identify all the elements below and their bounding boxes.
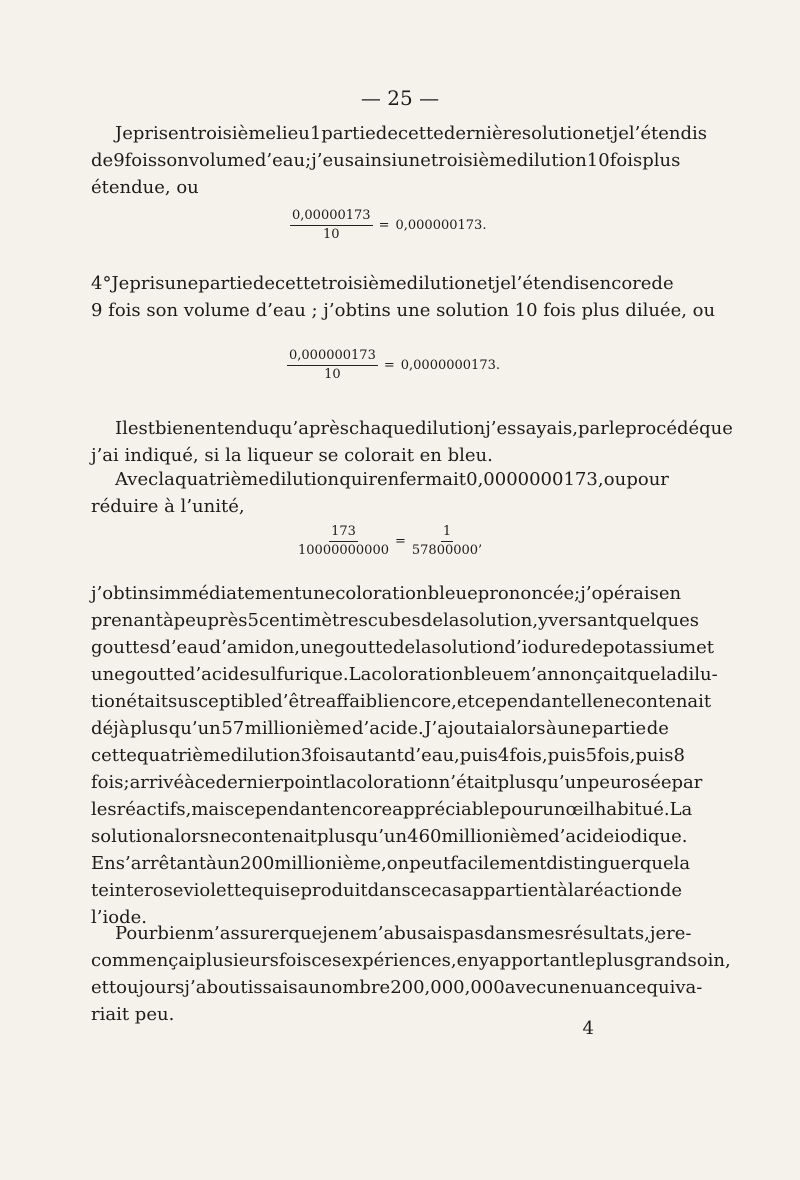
- word: déjà: [91, 718, 130, 739]
- word: va-: [675, 977, 703, 998]
- word: peu: [587, 772, 622, 793]
- word: coloration: [335, 583, 428, 604]
- word: à: [557, 880, 568, 901]
- word: que: [288, 923, 323, 944]
- paragraph-5: [91, 580, 718, 931]
- word: grand: [633, 950, 688, 971]
- word: Je: [115, 123, 133, 144]
- word: dilution: [230, 745, 301, 766]
- paragraph-1: [91, 120, 707, 201]
- fraction-numerator: 0,000000173: [287, 348, 378, 366]
- word: partie: [321, 123, 376, 144]
- word: iodique.: [614, 826, 688, 847]
- word: pour: [626, 469, 669, 490]
- word: cas: [431, 880, 462, 901]
- word: réaction: [584, 880, 660, 901]
- word: cependant: [234, 799, 330, 820]
- text-line: 9 fois son volume d’eau ; j’obtins une solution 10 fois plus diluée, ou: [91, 300, 716, 321]
- word: millionième: [441, 826, 549, 847]
- word: en: [168, 123, 191, 144]
- word: ;: [305, 150, 312, 171]
- word: 1: [309, 123, 322, 144]
- word: n’était: [438, 772, 498, 793]
- word: puis: [635, 745, 674, 766]
- word: 5: [585, 745, 598, 766]
- paragraph-3: [91, 415, 733, 469]
- text-line: [91, 661, 718, 688]
- word: lieu: [276, 123, 310, 144]
- word: Je: [111, 273, 130, 294]
- word: 0,0000000173,: [466, 469, 604, 490]
- word: les: [91, 799, 117, 820]
- word: au: [297, 977, 320, 998]
- word: s’arrêtant: [115, 853, 207, 874]
- word: cette: [397, 123, 444, 144]
- text-line: [91, 742, 685, 769]
- word: mes: [526, 923, 564, 944]
- word: nuance: [580, 977, 647, 998]
- word: goutte: [124, 664, 184, 685]
- word: cette: [275, 273, 321, 294]
- word: qui: [251, 880, 281, 901]
- word: plusieurs: [194, 950, 279, 971]
- word: encore: [329, 799, 393, 820]
- word: encore: [589, 273, 652, 294]
- word: mais: [191, 799, 235, 820]
- word: résultats,: [563, 923, 650, 944]
- text-line: [91, 823, 688, 850]
- word: quatrième: [175, 469, 269, 490]
- word: une: [397, 150, 431, 171]
- word: que: [639, 853, 674, 874]
- word: je: [612, 123, 629, 144]
- word: plus: [130, 718, 169, 739]
- word: de: [375, 123, 398, 144]
- fraction: [412, 524, 482, 559]
- text-line: l’iode.: [91, 907, 147, 928]
- word: d’eau,: [403, 745, 460, 766]
- word: chaque: [348, 418, 416, 439]
- word: 200,000,000: [390, 977, 505, 998]
- word: commençai: [91, 950, 195, 971]
- word: et: [476, 273, 495, 294]
- word: se: [280, 880, 301, 901]
- word: ces: [311, 950, 342, 971]
- word: j’aboutissais: [184, 977, 298, 998]
- word: 8: [673, 745, 685, 766]
- word: immédiatement: [158, 583, 302, 604]
- word: à: [162, 610, 174, 631]
- text-line: [91, 769, 703, 796]
- word: peut: [409, 853, 451, 874]
- word: fois: [91, 772, 124, 793]
- word: toujours: [108, 977, 185, 998]
- word: alors: [500, 718, 546, 739]
- word: solution,: [459, 610, 539, 631]
- word: œil: [565, 799, 595, 820]
- word: pris: [132, 123, 168, 144]
- word: bien: [157, 923, 197, 944]
- word: pas: [452, 923, 484, 944]
- word: une: [301, 583, 336, 604]
- word: troisième: [430, 150, 517, 171]
- word: d’eau: [159, 637, 210, 658]
- word: et: [594, 123, 613, 144]
- word: 5: [247, 610, 259, 631]
- word: J’ajoutai: [424, 718, 500, 739]
- text-line: [91, 688, 712, 715]
- word: que: [626, 664, 661, 685]
- word: prenant: [91, 610, 163, 631]
- word: j’obtins: [91, 583, 159, 604]
- word: je: [322, 923, 339, 944]
- word: m’annonçait: [513, 664, 627, 685]
- word: peu: [173, 610, 208, 631]
- text-line: [91, 877, 683, 904]
- word: contenait: [625, 691, 712, 712]
- text-line: [91, 850, 691, 877]
- word: ne: [603, 691, 626, 712]
- word: on: [386, 853, 410, 874]
- word: solution: [431, 637, 505, 658]
- word: d’iodure: [504, 637, 581, 658]
- word: produit: [300, 880, 368, 901]
- word: de: [252, 273, 275, 294]
- word: dans: [483, 923, 527, 944]
- word: m’abusais: [360, 923, 453, 944]
- word: ce: [194, 772, 216, 793]
- word: y: [538, 610, 549, 631]
- page-number: — 25 —: [360, 86, 440, 110]
- word: fois: [124, 150, 158, 171]
- word: centimètres: [258, 610, 368, 631]
- word: et: [456, 691, 475, 712]
- word: rosée: [621, 772, 672, 793]
- text-line: [91, 974, 703, 1001]
- word: point: [282, 772, 330, 793]
- fraction-denominator: 57800000’: [411, 543, 483, 558]
- word: troisième: [190, 123, 277, 144]
- word: La: [669, 799, 693, 820]
- word: solution: [521, 123, 595, 144]
- text-line: [91, 415, 733, 442]
- word: était: [126, 691, 169, 712]
- fraction-numerator: 1: [441, 524, 453, 542]
- word: d’acide: [548, 826, 615, 847]
- text-line: [91, 120, 707, 147]
- word: avec: [504, 977, 547, 998]
- word: par: [578, 418, 609, 439]
- word: dilution: [415, 418, 486, 439]
- word: cette: [91, 745, 137, 766]
- fraction: [287, 348, 378, 383]
- word: encore,: [388, 691, 457, 712]
- word: fois,: [597, 745, 636, 766]
- word: plus: [595, 950, 634, 971]
- word: la: [158, 469, 175, 490]
- equals-sign: =: [378, 217, 390, 233]
- formula-result: 0,000000173.: [395, 217, 487, 233]
- word: dernière: [443, 123, 522, 144]
- fraction: [298, 524, 389, 559]
- word: autant: [344, 745, 404, 766]
- word: bien: [155, 418, 195, 439]
- signature-mark: 4: [582, 1018, 594, 1039]
- paragraph-4: [91, 466, 669, 520]
- word: teinte: [91, 880, 145, 901]
- word: dernier: [215, 772, 283, 793]
- word: une: [300, 637, 334, 658]
- word: est: [127, 418, 155, 439]
- word: qu’un: [535, 772, 588, 793]
- word: une: [91, 664, 125, 685]
- text-line: réduire à l’unité,: [91, 496, 245, 517]
- word: pris: [129, 273, 165, 294]
- word: Il: [115, 418, 128, 439]
- word: dans: [367, 880, 411, 901]
- fraction-denominator: 10: [324, 367, 341, 382]
- text-line: [91, 607, 699, 634]
- word: susceptible: [168, 691, 272, 712]
- fraction-numerator: 0,00000173: [290, 208, 373, 226]
- word: une: [164, 273, 199, 294]
- word: alors: [163, 826, 210, 847]
- word: rose: [144, 880, 184, 901]
- word: 3: [300, 745, 313, 766]
- formula-3: [298, 524, 482, 559]
- word: d’acide: [183, 664, 250, 685]
- formula-1: [290, 208, 486, 243]
- word: potassium: [602, 637, 697, 658]
- word: fois: [312, 745, 345, 766]
- word: l’étendis: [628, 123, 707, 144]
- fraction-numerator: 173: [329, 524, 358, 542]
- word: près: [207, 610, 248, 631]
- word: d’être: [271, 691, 326, 712]
- word: quelques: [616, 610, 699, 631]
- word: gouttes: [91, 637, 160, 658]
- word: ou: [603, 469, 627, 490]
- word: un: [542, 799, 566, 820]
- word: un: [216, 853, 240, 874]
- word: ainsi: [354, 150, 398, 171]
- word: ne: [209, 826, 232, 847]
- word: 4°: [91, 273, 112, 294]
- word: ce: [410, 880, 432, 901]
- text-line: [91, 466, 669, 493]
- word: y: [478, 950, 490, 971]
- word: par: [671, 772, 703, 793]
- text-line: [91, 796, 693, 823]
- word: qu’après: [269, 418, 349, 439]
- paragraph-6: [91, 920, 731, 1028]
- word: troisième: [320, 273, 407, 294]
- word: je: [649, 923, 667, 944]
- word: appartient: [461, 880, 558, 901]
- word: goutte: [333, 637, 393, 658]
- word: affaibli: [325, 691, 389, 712]
- word: la: [442, 610, 460, 631]
- word: millionième,: [274, 853, 387, 874]
- word: de: [651, 273, 674, 294]
- word: cubes: [367, 610, 421, 631]
- word: et: [696, 637, 714, 658]
- word: son: [157, 150, 189, 171]
- word: contenait: [231, 826, 317, 847]
- word: le: [608, 418, 626, 439]
- word: Avec: [115, 469, 159, 490]
- word: à: [184, 772, 195, 793]
- word: d’amidon,: [209, 637, 301, 658]
- text-line: [91, 580, 682, 607]
- word: expériences,: [341, 950, 457, 971]
- word: sulfurique.: [249, 664, 349, 685]
- word: réactifs,: [116, 799, 192, 820]
- word: millionième: [244, 718, 352, 739]
- word: Pour: [115, 923, 158, 944]
- word: fois: [609, 150, 643, 171]
- word: nombre: [319, 977, 391, 998]
- word: facilement: [450, 853, 547, 874]
- word: qui: [646, 977, 676, 998]
- word: que: [699, 418, 733, 439]
- word: la: [567, 880, 585, 901]
- word: à: [546, 718, 557, 739]
- word: apportant: [489, 950, 580, 971]
- word: 460: [407, 826, 442, 847]
- formula-result: 0,0000000173.: [400, 357, 500, 373]
- word: de: [659, 880, 683, 901]
- word: versant: [548, 610, 617, 631]
- word: je: [494, 273, 511, 294]
- word: dilu-: [677, 664, 718, 685]
- word: ne: [338, 923, 361, 944]
- word: fois: [278, 950, 312, 971]
- equals-sign: =: [383, 357, 395, 373]
- word: habitué.: [594, 799, 670, 820]
- word: fois,: [509, 745, 548, 766]
- word: violette: [183, 880, 252, 901]
- word: coloration: [371, 664, 464, 685]
- word: tion: [91, 691, 127, 712]
- word: coloration: [346, 772, 439, 793]
- word: ;: [574, 583, 581, 604]
- word: la: [415, 637, 432, 658]
- word: en: [456, 950, 479, 971]
- word: de: [420, 610, 443, 631]
- word: m’assurer: [196, 923, 289, 944]
- word: qu’un: [355, 826, 408, 847]
- word: entendu: [194, 418, 270, 439]
- word: pour: [499, 799, 543, 820]
- word: re-: [666, 923, 692, 944]
- word: ;: [123, 772, 130, 793]
- word: 4: [497, 745, 510, 766]
- word: volume: [188, 150, 255, 171]
- text-line: [91, 715, 669, 742]
- formula-2: [287, 348, 500, 383]
- word: solution: [91, 826, 164, 847]
- word: dilution: [516, 150, 587, 171]
- word: à: [206, 853, 217, 874]
- word: j’essayais,: [485, 418, 578, 439]
- equals-sign: =: [394, 533, 406, 549]
- word: cependant: [474, 691, 571, 712]
- word: plus: [497, 772, 536, 793]
- word: d’acide.: [352, 718, 424, 739]
- word: l’étendis: [510, 273, 589, 294]
- fraction-denominator: 10: [323, 227, 340, 242]
- word: bleue: [427, 583, 478, 604]
- word: la: [660, 664, 678, 685]
- word: qu’un: [168, 718, 221, 739]
- word: dilution: [269, 469, 340, 490]
- word: plus: [642, 150, 681, 171]
- word: quatrième: [136, 745, 231, 766]
- word: en: [658, 583, 682, 604]
- word: j’opérais: [580, 583, 659, 604]
- word: j’eus: [311, 150, 354, 171]
- paragraph-2: [91, 270, 716, 324]
- word: bleue: [463, 664, 514, 685]
- word: d’eau: [254, 150, 306, 171]
- word: le: [579, 950, 596, 971]
- text-line: riait peu.: [91, 1004, 175, 1025]
- fraction-denominator: 10000000000: [298, 543, 389, 558]
- word: dilution: [406, 273, 477, 294]
- word: partie: [198, 273, 253, 294]
- text-line: j’ai indiqué, si la liqueur se colorait en bleu.: [91, 445, 493, 466]
- word: plus: [316, 826, 356, 847]
- word: puis: [547, 745, 586, 766]
- word: 9: [113, 150, 125, 171]
- word: prononcée: [477, 583, 575, 604]
- text-line: [91, 920, 692, 947]
- word: partie: [591, 718, 647, 739]
- word: de: [646, 718, 669, 739]
- word: renfermait: [368, 469, 466, 490]
- word: de: [91, 150, 114, 171]
- word: soin,: [687, 950, 731, 971]
- word: distinguer: [546, 853, 640, 874]
- word: une: [546, 977, 581, 998]
- word: la: [329, 772, 347, 793]
- text-line: [91, 147, 681, 174]
- word: 200: [240, 853, 275, 874]
- word: La: [348, 664, 372, 685]
- word: 10: [586, 150, 610, 171]
- word: une: [557, 718, 592, 739]
- word: de: [580, 637, 603, 658]
- word: de: [392, 637, 416, 658]
- fraction: [290, 208, 373, 243]
- word: puis: [459, 745, 498, 766]
- word: qui: [339, 469, 369, 490]
- word: elle: [570, 691, 604, 712]
- text-line: [91, 634, 714, 661]
- word: et: [91, 977, 109, 998]
- word: procédé: [625, 418, 700, 439]
- word: appréciable: [392, 799, 500, 820]
- word: la: [673, 853, 691, 874]
- word: arrivé: [129, 772, 185, 793]
- word: En: [91, 853, 116, 874]
- text-line: [91, 947, 731, 974]
- text-line: étendue, ou: [91, 177, 199, 198]
- word: 57: [221, 718, 245, 739]
- text-line: [91, 270, 674, 297]
